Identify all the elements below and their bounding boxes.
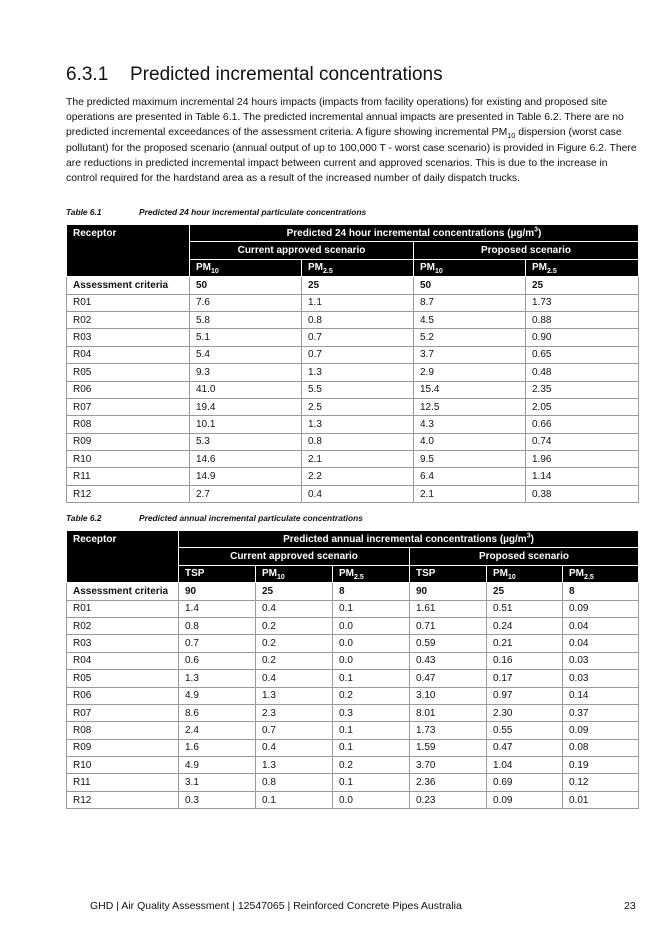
table-cell: 90 [179,583,256,600]
table-cell: 5.2 [414,329,526,346]
table-row [67,600,639,617]
table-cell: 0.1 [333,722,410,739]
table2-caption-label: Table 6.2 [66,513,102,523]
table-cell: 2.30 [487,704,563,721]
table-cell: 2.35 [526,381,639,398]
table-cell: R10 [67,451,190,468]
table-cell: R05 [67,670,179,687]
table-cell: 5.8 [190,311,302,328]
table-cell: 0.04 [563,635,639,652]
table-cell: 6.4 [414,468,526,485]
table-cell: 1.59 [410,739,487,756]
table-cell: 0.08 [563,739,639,756]
table-cell: 0.97 [487,687,563,704]
table-cell: R12 [67,485,190,502]
table2-caption-title: Predicted annual incremental particulate concentrations [139,513,363,523]
table-cell: 0.59 [410,635,487,652]
table-row [67,346,639,363]
table-cell: R02 [67,311,190,328]
table-cell: 0.38 [526,485,639,502]
table-cell: R01 [67,294,190,311]
table-cell: 1.3 [302,364,414,381]
table-cell: 5.3 [190,433,302,450]
table-cell: 0.48 [526,364,639,381]
table-cell: 0.66 [526,416,639,433]
table-cell: 0.1 [333,739,410,756]
table1-caption-title: Predicted 24 hour incremental particulate concentrations [139,207,367,217]
paragraph-part-2: dispersion (worst case pollutant) for the proposed scenario (annual output of up to 100,000 T - worst case scenario) is provided in Figure 6.2. There are reductions in predicted incremental impact between current and approved scenarios. This is due to the increase in control required for the hardstand area as a result of the increased number of daily dispatch trucks. [66,127,637,185]
table-row [67,757,639,774]
table-cell: 0.23 [410,791,487,808]
table-cell: R04 [67,346,190,363]
table-cell: 8.01 [410,704,487,721]
table-cell: 4.9 [179,687,256,704]
table-cell: 1.3 [256,687,333,704]
table-cell: 2.1 [414,485,526,502]
table-row [67,704,639,721]
table-cell: 7.6 [190,294,302,311]
section-heading [66,64,443,86]
table-cell: 3.10 [410,687,487,704]
table1-col-pm10-proposed: $PM_{10}$ [414,259,526,276]
table-cell: 0.2 [256,635,333,652]
table1-criteria-row [67,277,639,294]
table-cell: 0.09 [487,791,563,808]
table-row [67,398,639,415]
table-cell: 0.47 [487,739,563,756]
table-cell: 0.4 [256,600,333,617]
page-footer: GHD | Air Quality Assessment | 12547065 | Reinforced Concrete Pipes Australia [90,900,462,912]
table-cell: 0.04 [563,617,639,634]
table-cell: 8.6 [179,704,256,721]
table-row [67,791,639,808]
table2-header-receptor: Receptor [67,531,179,583]
table-cell: 8 [563,583,639,600]
table-cell: 2.9 [414,364,526,381]
table-cell: 10.1 [190,416,302,433]
table-row [67,329,639,346]
table-cell: 4.9 [179,757,256,774]
table-cell: 4.5 [414,311,526,328]
table-cell: 0.03 [563,670,639,687]
table1-header-receptor: Receptor [67,225,190,277]
table-cell: 15.4 [414,381,526,398]
table-cell: 19.4 [190,398,302,415]
table1-header-current: Current approved scenario [190,242,414,259]
table-cell: 0.01 [563,791,639,808]
table-row [67,687,639,704]
table-cell: 25 [256,583,333,600]
table-cell: 0.03 [563,652,639,669]
table-cell: 1.14 [526,468,639,485]
table1-col-pm25-proposed: $PM_{2.5}$ [526,259,639,276]
table-cell: 0.8 [256,774,333,791]
table-cell: 0.47 [410,670,487,687]
table-row [67,485,639,502]
table-cell: 0.24 [487,617,563,634]
table1-header-group: Predicted 24 hour incremental concentrations $(\mu g/m^3)$ [190,225,639,242]
table-cell: 1.3 [179,670,256,687]
table-cell: 0.51 [487,600,563,617]
table-cell: 2.1 [302,451,414,468]
table-cell: 4.0 [414,433,526,450]
table-row [67,652,639,669]
table-cell: 0.88 [526,311,639,328]
table-cell: 1.73 [410,722,487,739]
table-cell: R07 [67,398,190,415]
table-cell: 3.7 [414,346,526,363]
table-cell: 4.3 [414,416,526,433]
table-cell: R07 [67,704,179,721]
table-cell: 0.8 [302,311,414,328]
body-paragraph [66,95,638,186]
table-cell: R08 [67,722,179,739]
table-cell: 12.5 [414,398,526,415]
table-cell: 0.2 [333,687,410,704]
table2-caption [66,513,363,523]
table-cell: 0.7 [302,329,414,346]
table-cell: 2.7 [190,485,302,502]
table-cell: 0.65 [526,346,639,363]
table1-col-pm10-current: $PM_{10}$ [190,259,302,276]
table-cell: R11 [67,468,190,485]
table-row [67,468,639,485]
table-cell: 0.6 [179,652,256,669]
table-cell: 0.55 [487,722,563,739]
page-number: 23 [624,900,636,912]
table1-col-pm25-current: $PM_{2.5}$ [302,259,414,276]
table-cell: 1.04 [487,757,563,774]
table-cell: 0.09 [563,600,639,617]
table-cell: 2.5 [302,398,414,415]
table-cell: 14.9 [190,468,302,485]
table-cell: R10 [67,757,179,774]
table-cell: 0.7 [256,722,333,739]
table-cell: 14.6 [190,451,302,468]
table2-header-group: Predicted annual incremental concentrations $(\mu g/m^3)$ [179,531,639,548]
table-cell: 3.1 [179,774,256,791]
table-cell: 1.4 [179,600,256,617]
table-cell: 0.2 [256,617,333,634]
table-cell: 0.7 [302,346,414,363]
table-cell: 8.7 [414,294,526,311]
table2-col-pm10-current: $PM_{10}$ [256,565,333,582]
table-cell: R01 [67,600,179,617]
table2-header-current: Current approved scenario [179,548,410,565]
table1-caption-label: Table 6.1 [66,207,102,217]
table-cell: 0.0 [333,635,410,652]
table-row [67,635,639,652]
table-cell: 2.4 [179,722,256,739]
table-row [67,722,639,739]
table-cell: 9.3 [190,364,302,381]
table-cell: 0.4 [256,670,333,687]
table-cell: 0.16 [487,652,563,669]
table1 [66,224,639,503]
paragraph-part-1: The predicted maximum incremental 24 hours impacts (impacts from facility operations) for existing and proposed site operations are presented in Table 6.1. The predicted incremental annual impacts are presented in Table 6.2. There are no predicted incremental exceedances of the assessment criteria. A figure showing incremental PM [66,97,624,139]
table-cell: 0.14 [563,687,639,704]
table-cell: 0.90 [526,329,639,346]
table-row [67,451,639,468]
table-cell: R03 [67,329,190,346]
table-cell: 0.1 [333,774,410,791]
table-cell: 2.36 [410,774,487,791]
table-cell: R05 [67,364,190,381]
table-cell: 50 [190,277,302,294]
table-cell: 0.09 [563,722,639,739]
section-title: Predicted incremental concentrations [130,64,443,85]
table-cell: 1.61 [410,600,487,617]
table-cell: 41.0 [190,381,302,398]
table-cell: R02 [67,617,179,634]
table-cell: 0.12 [563,774,639,791]
table-cell: 0.3 [179,791,256,808]
table-cell: 0.8 [302,433,414,450]
table-cell: 0.0 [333,652,410,669]
table-cell: 0.4 [256,739,333,756]
paragraph-subscript: 10 [507,131,516,141]
table2-header-proposed: Proposed scenario [410,548,639,565]
table-cell: 2.2 [302,468,414,485]
table-cell: R06 [67,381,190,398]
table-cell: R08 [67,416,190,433]
table-row [67,416,639,433]
table-cell: 1.3 [256,757,333,774]
table-cell: 0.8 [179,617,256,634]
table-cell: 0.1 [333,670,410,687]
table-cell: 0.7 [179,635,256,652]
table-cell: 1.3 [302,416,414,433]
table-cell: 0.43 [410,652,487,669]
table-row [67,294,639,311]
table-cell: R03 [67,635,179,652]
table-cell: 1.96 [526,451,639,468]
table2-col-tsp-proposed: TSP [410,565,487,582]
table2-col-pm25-current: $PM_{2.5}$ [333,565,410,582]
table-cell: 5.4 [190,346,302,363]
table2-col-pm10-proposed: $PM_{10}$ [487,565,563,582]
table1-header-proposed: Proposed scenario [414,242,639,259]
table-cell: 0.2 [256,652,333,669]
table-cell: 1.1 [302,294,414,311]
table-cell: 0.19 [563,757,639,774]
table-cell: R04 [67,652,179,669]
table-cell: R09 [67,433,190,450]
table-cell: 5.5 [302,381,414,398]
table-cell: 0.74 [526,433,639,450]
table-cell: 0.21 [487,635,563,652]
table-cell: R11 [67,774,179,791]
table2-col-tsp-current: TSP [179,565,256,582]
table-cell: 2.05 [526,398,639,415]
table-cell: 5.1 [190,329,302,346]
table-row [67,774,639,791]
table-cell: 25 [487,583,563,600]
table-cell: Assessment criteria [67,583,179,600]
table-cell: 1.6 [179,739,256,756]
table-cell: 2.3 [256,704,333,721]
table-row [67,739,639,756]
table-cell: Assessment criteria [67,277,190,294]
table-row [67,433,639,450]
table-cell: R09 [67,739,179,756]
table-cell: 0.17 [487,670,563,687]
table-cell: R12 [67,791,179,808]
table-cell: 0.4 [302,485,414,502]
table-cell: 0.1 [333,600,410,617]
table-cell: 0.0 [333,791,410,808]
table-row [67,364,639,381]
table-cell: R06 [67,687,179,704]
table-cell: 0.71 [410,617,487,634]
table-cell: 25 [302,277,414,294]
table-cell: 0.3 [333,704,410,721]
table2-criteria-row [67,583,639,600]
table-row [67,670,639,687]
table-cell: 8 [333,583,410,600]
table-cell: 1.73 [526,294,639,311]
table-cell: 50 [414,277,526,294]
table2-col-pm25-proposed: $PM_{2.5}$ [563,565,639,582]
table-row [67,381,639,398]
table-cell: 0.2 [333,757,410,774]
table-cell: 9.5 [414,451,526,468]
table2 [66,530,639,809]
table-cell: 0.69 [487,774,563,791]
table-cell: 3.70 [410,757,487,774]
table-row [67,617,639,634]
table-cell: 0.0 [333,617,410,634]
section-number: 6.3.1 [66,64,109,85]
table-cell: 0.1 [256,791,333,808]
table-cell: 25 [526,277,639,294]
table-row [67,311,639,328]
table1-caption [66,207,366,217]
table-cell: 0.37 [563,704,639,721]
table-cell: 90 [410,583,487,600]
